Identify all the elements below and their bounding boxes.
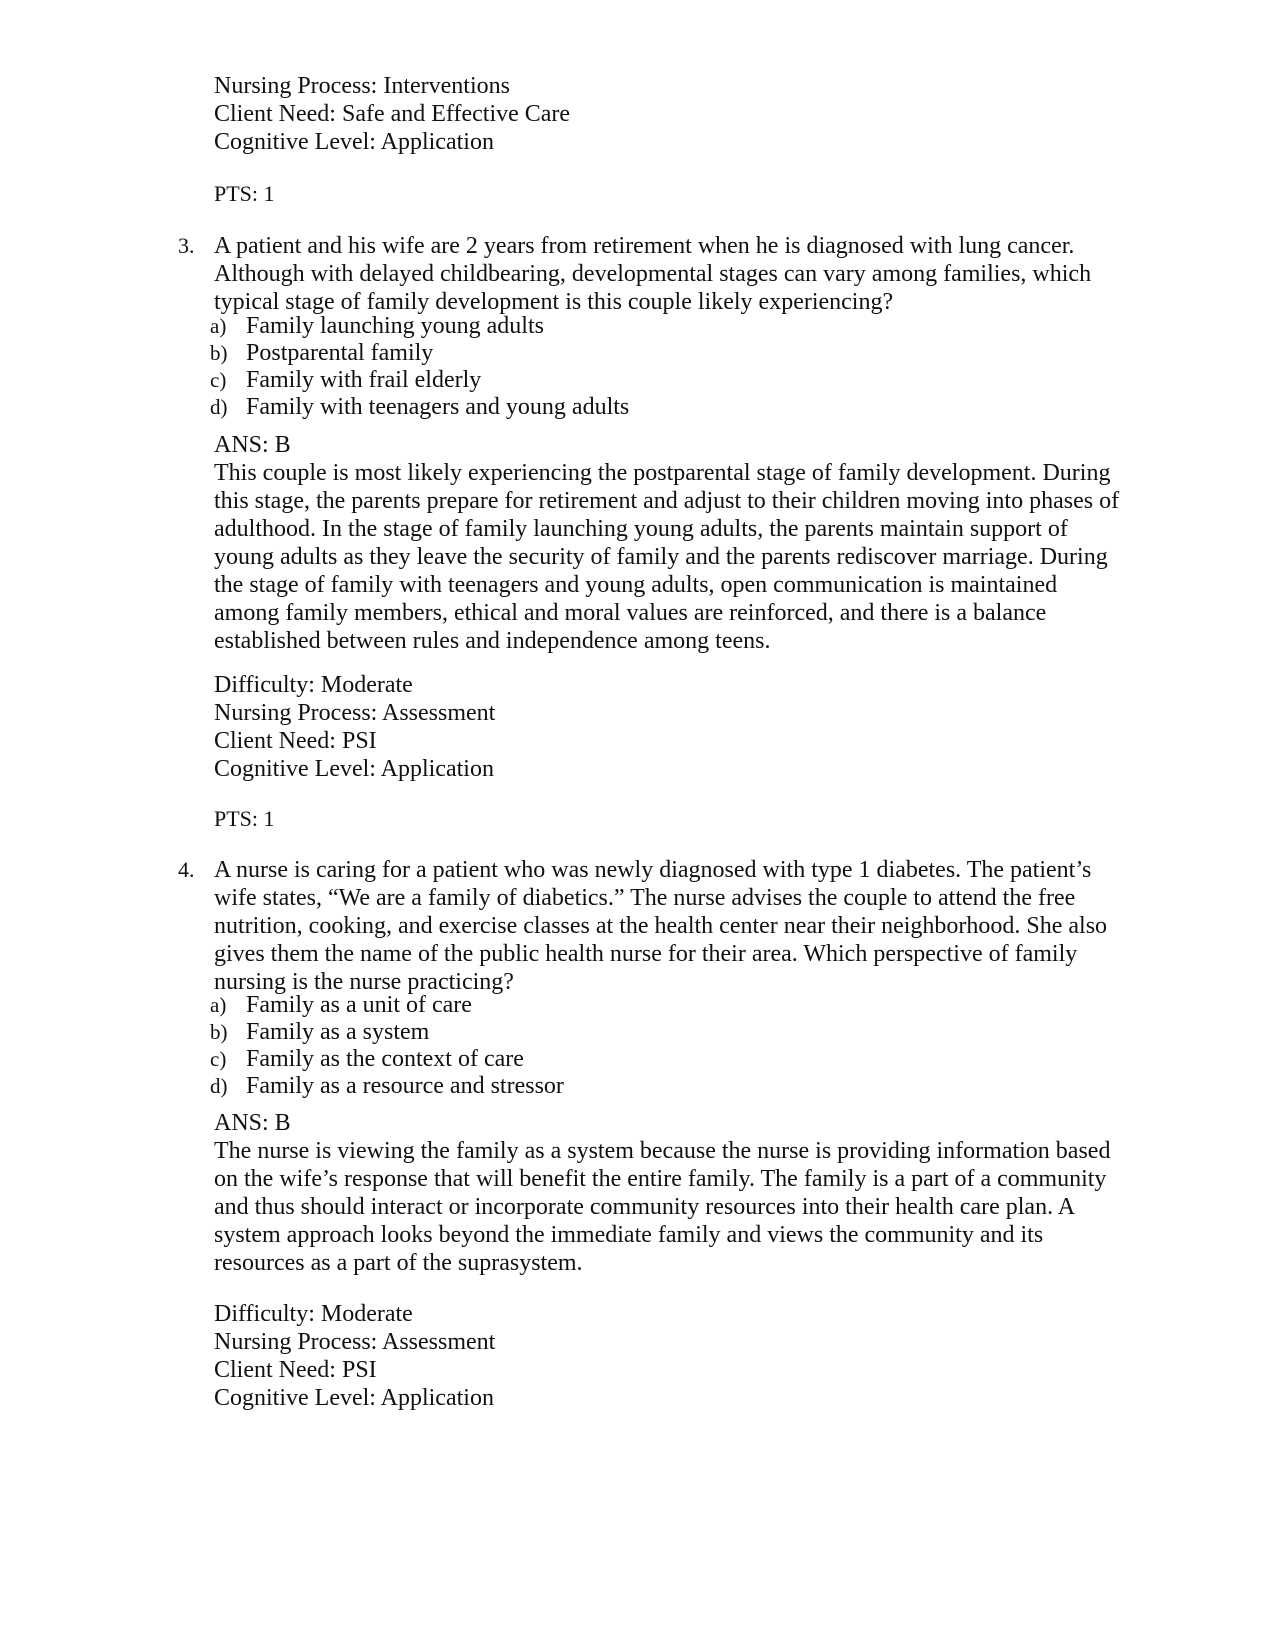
- answer-section: [214, 431, 1174, 655]
- answer-key: ANS: B: [214, 1110, 291, 1136]
- stem-line: nursing is the nurse practicing?: [214, 969, 514, 995]
- points-line: PTS: 1: [214, 181, 275, 206]
- answer-key: ANS: B: [214, 432, 291, 458]
- choice-b: [210, 340, 1170, 367]
- rationale-line: the stage of family with teenagers and young adults, open communication is maintained: [214, 572, 1058, 598]
- difficulty-line: Difficulty: Moderate: [214, 672, 413, 698]
- choice-letter: b): [210, 1020, 228, 1044]
- client-need-line: Client Need: Safe and Effective Care: [214, 101, 571, 127]
- answer-choices: [210, 992, 1170, 1100]
- answer-choices: [210, 313, 1170, 421]
- choice-text: Family as a system: [246, 1019, 430, 1045]
- question-number: 3.: [178, 233, 195, 258]
- rationale-line: system approach looks beyond the immediate family and views the community and its: [214, 1222, 1044, 1248]
- rationale-line: resources as a part of the suprasystem.: [214, 1250, 583, 1276]
- choice-text: Family launching young adults: [246, 313, 544, 339]
- rationale-line: this stage, the parents prepare for retirement and adjust to their children moving into phases of: [214, 488, 1120, 514]
- question-number: 4.: [178, 857, 195, 882]
- choice-text: Family as a resource and stressor: [246, 1073, 564, 1099]
- rationale-line: established between rules and independence among teens.: [214, 628, 771, 654]
- choice-text: Family as a unit of care: [246, 992, 472, 1018]
- client-need-line: Client Need: PSI: [214, 728, 377, 754]
- choice-b: [210, 1019, 1170, 1046]
- choice-d: [210, 1073, 1170, 1100]
- rationale: [214, 1137, 1174, 1277]
- question-stem: [214, 856, 1174, 996]
- rationale-line: The nurse is viewing the family as a system because the nurse is providing information based: [214, 1138, 1111, 1164]
- rationale-line: on the wife’s response that will benefit the entire family. The family is a part of a community: [214, 1166, 1107, 1192]
- cognitive-level-line: Cognitive Level: Application: [214, 1385, 494, 1411]
- stem-line: gives them the name of the public health nurse for their area. Which perspective of family: [214, 941, 1078, 967]
- choice-letter: a): [210, 314, 227, 338]
- answer-section: [214, 1109, 1174, 1277]
- choice-letter: a): [210, 993, 227, 1017]
- stem-line: A nurse is caring for a patient who was newly diagnosed with type 1 diabetes. The patient’s: [214, 857, 1092, 883]
- difficulty-line: Difficulty: Moderate: [214, 1301, 413, 1327]
- points-line: PTS: 1: [214, 806, 275, 831]
- choice-c: [210, 1046, 1170, 1073]
- choice-text: Postparental family: [246, 340, 434, 366]
- choice-letter: c): [210, 1047, 227, 1071]
- choice-text: Family as the context of care: [246, 1046, 524, 1072]
- rationale-line: adulthood. In the stage of family launching young adults, the parents maintain support of: [214, 516, 1068, 542]
- choice-letter: c): [210, 368, 227, 392]
- choice-a: [210, 992, 1170, 1019]
- stem-line: wife states, “We are a family of diabetics.” The nurse advises the couple to attend the free: [214, 885, 1076, 911]
- rationale-line: This couple is most likely experiencing the postparental stage of family development. During: [214, 460, 1111, 486]
- stem-line: nutrition, cooking, and exercise classes at the health center near their neighborhood. She also: [214, 913, 1108, 939]
- rationale-line: and thus should interact or incorporate community resources into their health care plan. A: [214, 1194, 1076, 1220]
- choice-d: [210, 394, 1170, 421]
- choice-letter: b): [210, 341, 228, 365]
- rationale-line: among family members, ethical and moral values are reinforced, and there is a balance: [214, 600, 1047, 626]
- rationale: [214, 459, 1174, 655]
- previous-question-meta: [214, 72, 1174, 156]
- nursing-process-line: Nursing Process: Interventions: [214, 73, 510, 99]
- nursing-process-line: Nursing Process: Assessment: [214, 700, 496, 726]
- cognitive-level-line: Cognitive Level: Application: [214, 756, 494, 782]
- choice-c: [210, 367, 1170, 394]
- cognitive-level-line: Cognitive Level: Application: [214, 129, 494, 155]
- question-meta: [214, 671, 1174, 783]
- stem-line: A patient and his wife are 2 years from retirement when he is diagnosed with lung cancer.: [214, 233, 1075, 259]
- choice-text: Family with teenagers and young adults: [246, 394, 630, 420]
- nursing-process-line: Nursing Process: Assessment: [214, 1329, 496, 1355]
- choice-a: [210, 313, 1170, 340]
- client-need-line: Client Need: PSI: [214, 1357, 377, 1383]
- stem-line: typical stage of family development is this couple likely experiencing?: [214, 289, 894, 315]
- choice-letter: d): [210, 1074, 228, 1098]
- choice-letter: d): [210, 395, 228, 419]
- choice-text: Family with frail elderly: [246, 367, 482, 393]
- rationale-line: young adults as they leave the security of family and the parents rediscover marriage. During: [214, 544, 1108, 570]
- question-meta: [214, 1300, 1174, 1412]
- question-stem: [214, 232, 1174, 316]
- stem-line: Although with delayed childbearing, developmental stages can vary among families, which: [214, 261, 1092, 287]
